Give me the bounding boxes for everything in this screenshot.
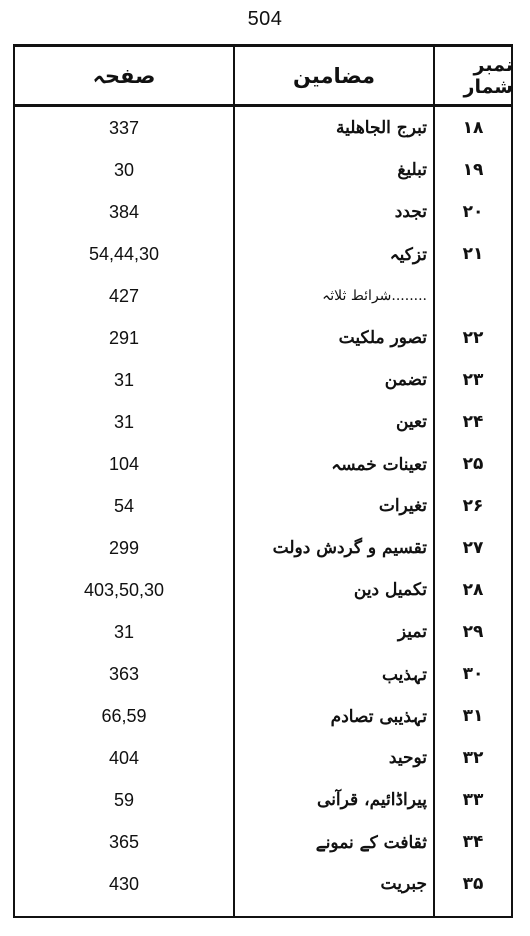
table-row xyxy=(15,485,511,527)
serial-cell: ۲۳ xyxy=(462,370,484,390)
table-row xyxy=(15,611,511,653)
page-cell: 59 xyxy=(113,789,135,810)
table-header-row xyxy=(15,47,511,104)
serial-cell xyxy=(435,275,511,317)
topic-cell: ثقافت کے نمونے xyxy=(315,832,427,853)
page-cell: 337 xyxy=(108,117,140,138)
table-row xyxy=(15,191,511,233)
serial-cell: ۳۴ xyxy=(462,832,484,852)
serial-cell: ۳۲ xyxy=(462,748,484,768)
page-cell: 291 xyxy=(108,327,140,348)
serial-cell: ۳۰ xyxy=(462,664,484,684)
page-cell: 54,44,30 xyxy=(88,243,160,264)
page-cell: 66,59 xyxy=(101,705,147,726)
serial-cell: ۳۳ xyxy=(462,790,484,810)
topic-cell: تعینات خمسہ xyxy=(331,454,427,475)
serial-cell: ۲۷ xyxy=(462,538,484,558)
topic-cell: تمیز xyxy=(397,622,427,642)
table-row xyxy=(15,275,511,317)
header-serial: نمبر شمار xyxy=(463,53,513,98)
page-cell: 31 xyxy=(113,369,135,390)
table-row xyxy=(15,569,511,611)
table-row xyxy=(15,359,511,401)
topic-cell: پیراڈائیم، قرآنی xyxy=(317,790,427,810)
page-cell: 54 xyxy=(113,495,135,516)
table-row xyxy=(15,695,511,737)
page-cell: 363 xyxy=(108,663,140,684)
page-cell: 403,50,30 xyxy=(83,579,165,600)
serial-cell: ۳۵ xyxy=(462,874,484,894)
topic-cell: جبریت xyxy=(380,874,427,894)
serial-cell: ۲۴ xyxy=(462,412,484,432)
topic-cell: ........شرائط ثلاثہ xyxy=(322,288,427,304)
page-cell: 30 xyxy=(113,159,135,180)
table-row xyxy=(15,443,511,485)
topic-cell: تجدد xyxy=(394,202,427,222)
topic-cell: تبرج الجاهلية xyxy=(335,118,427,138)
page-cell: 104 xyxy=(108,453,140,474)
page-cell: 427 xyxy=(108,285,140,306)
serial-cell: ۲۹ xyxy=(462,622,484,642)
serial-cell: ۲۶ xyxy=(462,496,484,516)
serial-cell: ۱۸ xyxy=(462,118,484,138)
page-cell: 404 xyxy=(108,747,140,768)
page-cell: 31 xyxy=(113,621,135,642)
page-cell: 384 xyxy=(108,201,140,222)
topic-cell: تغیرات xyxy=(378,496,427,516)
table-row xyxy=(15,107,511,149)
page-cell: 31 xyxy=(113,411,135,432)
page-cell: 365 xyxy=(108,831,140,852)
topic-cell: تہذیبی تصادم xyxy=(330,706,427,727)
serial-cell: ۲۸ xyxy=(462,580,484,600)
topic-cell: توحید xyxy=(388,748,427,768)
topic-cell: تقسیم و گردش دولت xyxy=(272,538,427,558)
page-number: 504 xyxy=(247,8,283,30)
serial-cell: ۲۵ xyxy=(462,454,484,474)
table-row xyxy=(15,737,511,779)
header-topic: مضامین xyxy=(292,63,376,88)
serial-cell: ۲۱ xyxy=(462,244,484,264)
table-row xyxy=(15,149,511,191)
table-row xyxy=(15,821,511,863)
topic-cell: تکمیل دین xyxy=(353,580,427,600)
table-row xyxy=(15,317,511,359)
page-cell: 299 xyxy=(108,537,140,558)
table-row xyxy=(15,527,511,569)
topic-cell: تضمن xyxy=(384,370,427,390)
index-table xyxy=(13,44,513,918)
topic-cell: تبلیغ xyxy=(397,160,427,180)
table-row xyxy=(15,401,511,443)
table-row xyxy=(15,779,511,821)
topic-cell: تصور ملکیت xyxy=(338,328,427,348)
serial-cell: ۱۹ xyxy=(462,160,484,180)
serial-cell: ۲۰ xyxy=(462,202,484,222)
table-row xyxy=(15,863,511,905)
table-row xyxy=(15,653,511,695)
serial-cell: ۲۲ xyxy=(462,328,484,348)
serial-cell: ۳۱ xyxy=(462,706,484,726)
topic-cell: تزکیہ xyxy=(389,244,427,265)
header-page: صفحہ xyxy=(92,63,156,88)
table-row xyxy=(15,233,511,275)
topic-cell: تعین xyxy=(395,412,427,432)
page-cell: 430 xyxy=(108,873,140,894)
topic-cell: تہذیب xyxy=(381,664,427,685)
